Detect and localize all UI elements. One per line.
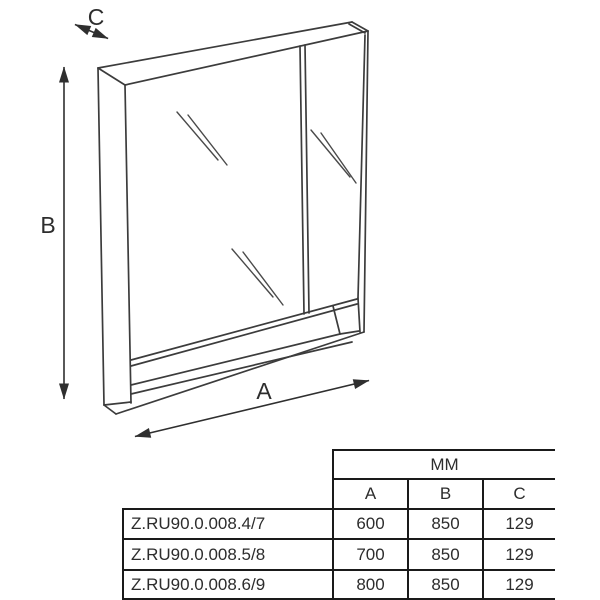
width-dimension-label: A xyxy=(256,378,272,404)
height-dimension-label: B xyxy=(40,212,56,238)
spec-table xyxy=(122,449,555,600)
value-a-cell: 700 xyxy=(333,539,408,570)
value-b-cell: 850 xyxy=(408,570,483,599)
unit-header-cell: MM xyxy=(333,450,555,479)
column-header-a: A xyxy=(333,479,408,509)
empty-cell xyxy=(123,450,333,479)
unit-header-row xyxy=(123,450,555,479)
value-a-cell: 800 xyxy=(333,570,408,599)
width-dimension-arrow xyxy=(135,381,369,437)
product-code-cell: Z.RU90.0.008.5/8 xyxy=(123,539,333,570)
table-row xyxy=(123,509,555,539)
column-header-b: B xyxy=(408,479,483,509)
value-b-cell: 850 xyxy=(408,509,483,539)
cabinet-outline xyxy=(98,22,368,414)
column-header-c: C xyxy=(483,479,555,509)
depth-dimension-label: C xyxy=(87,4,105,30)
mirror-reflection-marks xyxy=(177,112,356,305)
table-row xyxy=(123,570,555,599)
value-c-cell: 129 xyxy=(483,539,555,570)
product-code-cell: Z.RU90.0.008.4/7 xyxy=(123,509,333,539)
value-c-cell: 129 xyxy=(483,509,555,539)
empty-cell xyxy=(123,479,333,509)
column-header-row xyxy=(123,479,555,509)
value-b-cell: 850 xyxy=(408,539,483,570)
value-a-cell: 600 xyxy=(333,509,408,539)
table-row xyxy=(123,539,555,570)
product-code-cell: Z.RU90.0.008.6/9 xyxy=(123,570,333,599)
value-c-cell: 129 xyxy=(483,570,555,599)
